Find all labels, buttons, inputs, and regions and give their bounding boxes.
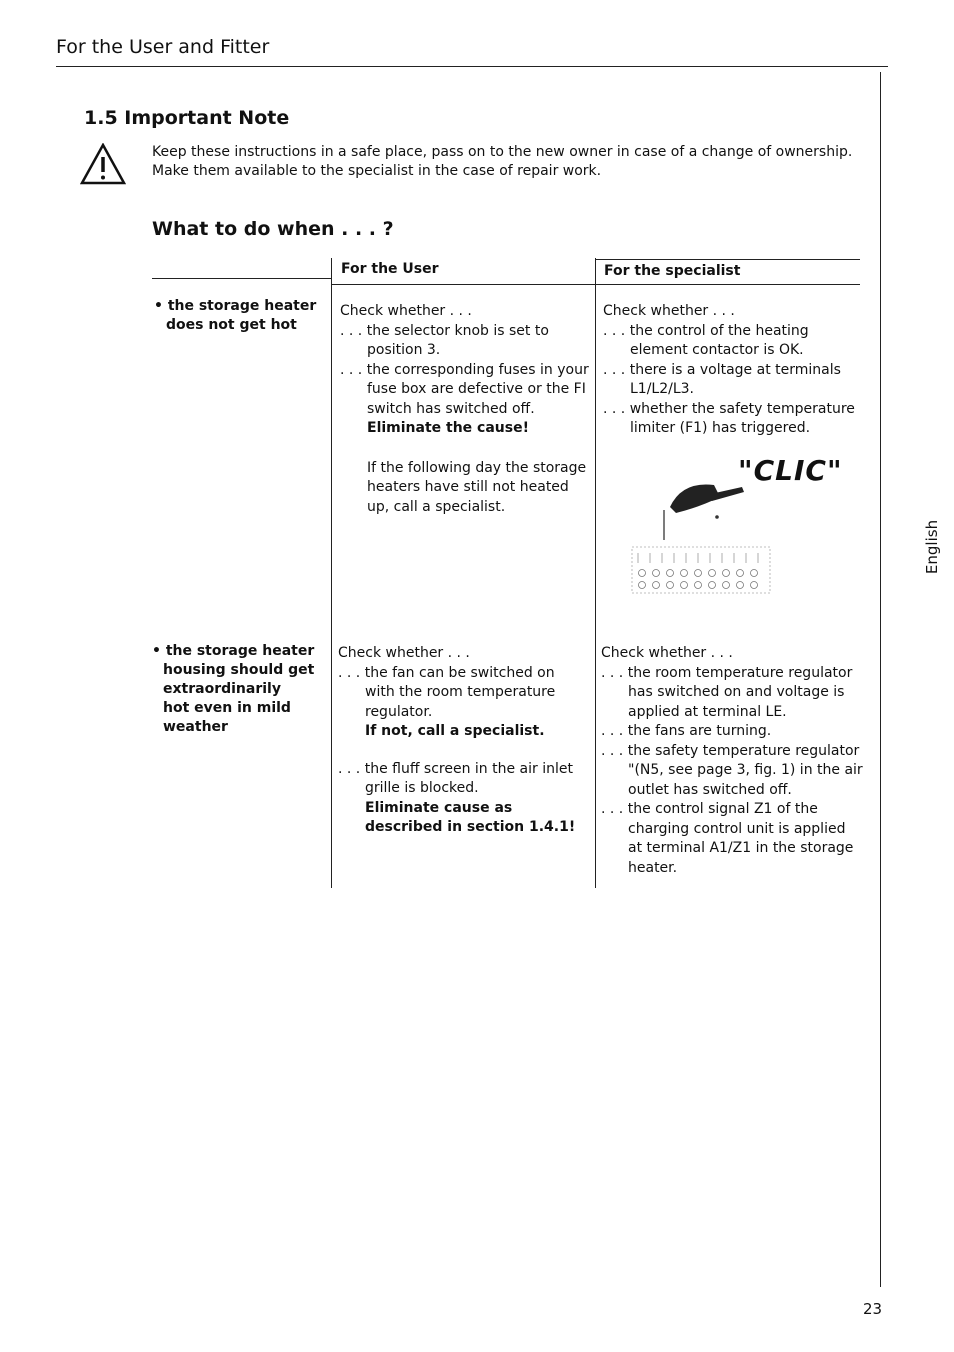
specialist-check-not-hot: Check whether . . . . . . the control of the heating element contactor is OK. . . . there is a voltage at terminals L1/L2/L3. . . . whether the safety temperature limiter (F1) has triggered. <box>603 303 855 436</box>
table-divider-specialist <box>595 258 596 888</box>
running-header: For the User and Fitter <box>56 36 270 58</box>
language-tab-label: English <box>923 519 941 575</box>
cause-too-hot: • the storage heater housing should get extraordinarily hot even in mild weather <box>152 643 315 735</box>
table-rule-cause <box>152 278 332 279</box>
table-divider-user <box>331 258 332 888</box>
page-number: 23 <box>863 1300 883 1318</box>
section-title: 1.5 Important Note <box>84 107 290 129</box>
cause-not-hot: • the storage heater does not get hot <box>154 298 317 333</box>
column-header-specialist: For the specialist <box>604 263 741 279</box>
header-rule <box>56 66 888 67</box>
clic-label: "CLIC" <box>738 454 843 487</box>
what-to-do-heading: What to do when . . . ? <box>152 218 394 240</box>
note-line-2: Make them available to the specialist in the case of repair work. <box>152 163 602 179</box>
user-check-not-hot: Check whether . . . . . . the selector knob is set to position 3. . . . the corresponding fuses in your fuse box are defective or the FI switch has switched off. Eliminate the cause! If the following day the storage heaters have still not heated up, call a specialist. <box>340 303 589 515</box>
important-note <box>152 143 872 181</box>
specialist-check-too-hot: Check whether . . . . . . the room temperature regulator has switched on and voltage is applied at terminal LE. . . . the fans are turning. . . . the safety temperature regulator "(N5, see page 3, fig. 1) in the air outlet has switched off. . . . the control signal Z1 of the charging control unit is applied at terminal A1/Z1 in the storage heater. <box>601 645 863 876</box>
warning-triangle-icon <box>80 143 126 185</box>
right-margin-rule <box>880 72 881 1287</box>
table-rule-specialist-top <box>596 259 860 260</box>
note-line-1: Keep these instructions in a safe place, pass on to the new owner in case of a change of ownership. <box>152 144 853 160</box>
table-rule-header-bottom <box>332 284 860 285</box>
language-tab <box>917 512 947 582</box>
column-header-user: For the User <box>341 261 439 277</box>
user-check-too-hot: Check whether . . . . . . the fan can be switched on with the room temperature regulator. If not, call a specialist. . . . the fluff screen in the air inlet grille is blocked. Eliminate cause as described in section 1.4.1! <box>338 645 576 835</box>
